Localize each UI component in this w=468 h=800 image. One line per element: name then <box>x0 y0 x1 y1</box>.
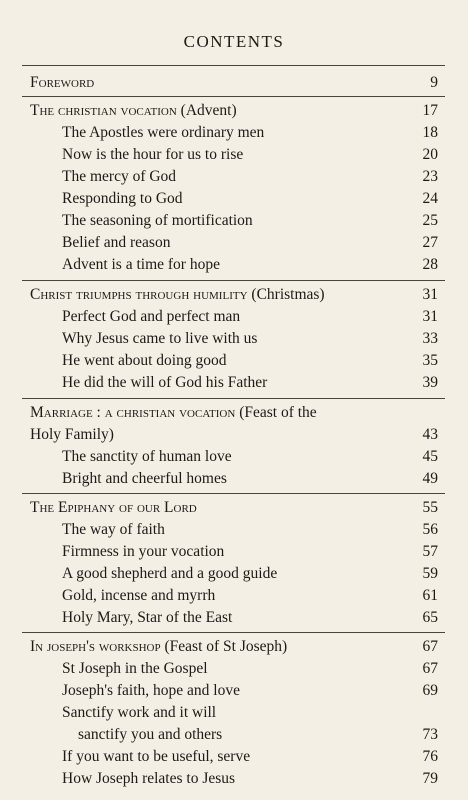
toc-entry-title <box>62 446 232 468</box>
toc-section-entry <box>0 254 468 276</box>
toc-entry-title <box>62 210 253 232</box>
toc-entry-title <box>62 607 232 629</box>
toc-entry-heading: He went about doing good <box>62 352 227 369</box>
toc-entry-heading: The way of faith <box>62 521 165 538</box>
toc-entry-heading: Firmness in your vocation <box>62 543 225 560</box>
section-divider <box>22 280 445 281</box>
toc-section-entry <box>0 166 468 188</box>
toc-section-entry <box>0 746 468 768</box>
toc-entry-heading: Sanctify work and it will <box>62 704 217 721</box>
toc-section-entry <box>0 768 468 790</box>
toc-entry-heading: Holy Family) <box>30 426 114 443</box>
toc-entry-subtitle: (Feast of the <box>235 404 317 421</box>
toc-section-entry <box>0 607 468 629</box>
toc-entry-title <box>62 254 220 276</box>
toc-entry-title <box>30 284 325 306</box>
toc-page-number: 35 <box>422 352 438 369</box>
toc-entry-title <box>30 402 317 424</box>
toc-section-entry <box>0 519 468 541</box>
toc-chapter-entry <box>0 284 468 306</box>
section-divider <box>22 398 445 399</box>
toc-chapter-entry <box>0 72 468 94</box>
toc-section-entry <box>0 144 468 166</box>
toc-entry-heading: Marriage : a christian vocation <box>30 404 236 421</box>
toc-page-number: 67 <box>422 660 438 677</box>
toc-entry-title <box>78 724 222 746</box>
toc-page-number: 73 <box>422 726 438 743</box>
toc-entry-heading: How Joseph relates to Jesus <box>62 770 236 787</box>
toc-entry-title <box>62 306 240 328</box>
toc-entry-title <box>30 100 237 122</box>
section-divider <box>22 96 445 97</box>
toc-entry-heading: In joseph's workshop <box>30 638 161 655</box>
toc-section-entry <box>0 350 468 372</box>
toc-entry-heading: Joseph's faith, hope and love <box>62 682 240 699</box>
toc-page-number: 43 <box>422 426 438 443</box>
toc-section-entry <box>0 306 468 328</box>
toc-entry-subtitle: (Advent) <box>176 102 237 119</box>
toc-page-number: 33 <box>422 330 438 347</box>
toc-entry-heading: Foreword <box>30 74 95 91</box>
toc-entry-heading: The Epiphany of our Lord <box>30 499 197 516</box>
toc-entry-title <box>62 144 243 166</box>
toc-section-entry <box>0 232 468 254</box>
toc-entry-heading: Bright and cheerful homes <box>62 470 227 487</box>
toc-section-entry <box>0 563 468 585</box>
toc-page-number: 61 <box>422 587 438 604</box>
toc-section-entry <box>0 372 468 394</box>
toc-entry-title <box>62 768 235 790</box>
toc-entry-heading: The sanctity of human love <box>62 448 232 465</box>
toc-entry-title <box>62 188 183 210</box>
toc-section-entry <box>0 468 468 490</box>
toc-section-entry <box>0 122 468 144</box>
toc-entry-title <box>62 122 264 144</box>
toc-page-number: 39 <box>422 374 438 391</box>
toc-page-number: 49 <box>422 470 438 487</box>
toc-section-entry <box>0 724 468 746</box>
toc-entry-title <box>62 328 257 350</box>
toc-section-entry <box>0 328 468 350</box>
toc-section-entry <box>0 585 468 607</box>
toc-entry-heading: The christian vocation <box>30 102 177 119</box>
toc-entry-title <box>62 541 224 563</box>
toc-entry-heading: He did the will of God his Father <box>62 374 268 391</box>
toc-entry-heading: Perfect God and perfect man <box>62 308 241 325</box>
toc-chapter-entry <box>0 402 468 424</box>
toc-entry-heading: Now is the hour for us to rise <box>62 146 244 163</box>
section-divider <box>22 65 445 66</box>
toc-chapter-entry <box>0 497 468 519</box>
toc-entry-title <box>30 636 287 658</box>
toc-page-number: 31 <box>422 308 438 325</box>
toc-entry-heading: St Joseph in the Gospel <box>62 660 208 677</box>
toc-entry-subtitle: (Feast of St Joseph) <box>160 638 288 655</box>
toc-page-number: 17 <box>422 102 438 119</box>
toc-entry-title <box>62 563 277 585</box>
toc-page-number: 69 <box>422 682 438 699</box>
toc-entry-heading: Christ triumphs through humility <box>30 286 248 303</box>
toc-page-number: 76 <box>422 748 438 765</box>
toc-chapter-entry <box>0 100 468 122</box>
toc-entry-heading: If you want to be useful, serve <box>62 748 251 765</box>
toc-page-number: 31 <box>422 286 438 303</box>
toc-page-number: 20 <box>422 146 438 163</box>
toc-page-number: 28 <box>422 256 438 273</box>
toc-entry-heading: Belief and reason <box>62 234 171 251</box>
toc-page-number: 27 <box>422 234 438 251</box>
toc-entry-heading: A good shepherd and a good guide <box>62 565 278 582</box>
toc-page-number: 65 <box>422 609 438 626</box>
section-divider <box>22 632 445 633</box>
toc-section-entry <box>0 188 468 210</box>
toc-entry-title <box>62 468 227 490</box>
toc-entry-heading: Gold, incense and myrrh <box>62 587 216 604</box>
toc-page-number: 18 <box>422 124 438 141</box>
toc-entry-title <box>62 166 176 188</box>
toc-entry-subtitle: (Christmas) <box>247 286 325 303</box>
page-title: CONTENTS <box>183 32 285 51</box>
toc-entry-title <box>62 585 215 607</box>
toc-page-number: 45 <box>422 448 438 465</box>
toc-page-number: 57 <box>422 543 438 560</box>
toc-entry-heading: Why Jesus came to live with us <box>62 330 258 347</box>
toc-entry-title <box>62 746 250 768</box>
toc-page-number: 59 <box>422 565 438 582</box>
toc-section-entry <box>0 680 468 702</box>
toc-page-number: 67 <box>422 638 438 655</box>
toc-page-number: 79 <box>422 770 438 787</box>
toc-chapter-entry <box>0 636 468 658</box>
toc-page-number: 56 <box>422 521 438 538</box>
toc-entry-title <box>62 350 226 372</box>
toc-entry-heading: The mercy of God <box>62 168 177 185</box>
toc-entry-heading: The seasoning of mortification <box>62 212 253 229</box>
toc-entry-heading: Responding to God <box>62 190 183 207</box>
toc-entry-title <box>62 232 170 254</box>
toc-entry-heading: The Apostles were ordinary men <box>62 124 265 141</box>
toc-page-number: 55 <box>422 499 438 516</box>
section-divider <box>22 493 445 494</box>
toc-entry-heading: sanctify you and others <box>78 726 223 743</box>
toc-section-entry <box>0 210 468 232</box>
toc-page-number: 23 <box>422 168 438 185</box>
toc-page-number: 9 <box>430 74 438 91</box>
toc-section-entry <box>0 541 468 563</box>
toc-entry-title <box>30 72 94 94</box>
toc-section-entry <box>0 446 468 468</box>
toc-entry-heading: Advent is a time for hope <box>62 256 220 273</box>
toc-entry-title <box>62 680 240 702</box>
toc-section-entry <box>0 658 468 680</box>
toc-page-number: 24 <box>422 190 438 207</box>
toc-entry-title <box>30 497 197 519</box>
toc-entry-title <box>62 702 216 724</box>
toc-entry-title <box>30 424 114 446</box>
toc-entry-title <box>62 658 208 680</box>
toc-section-entry <box>0 702 468 724</box>
toc-page-number: 25 <box>422 212 438 229</box>
toc-entry-title <box>62 519 165 541</box>
toc-entry-title <box>62 372 267 394</box>
toc-chapter-entry <box>0 424 468 446</box>
toc-entry-heading: Holy Mary, Star of the East <box>62 609 233 626</box>
